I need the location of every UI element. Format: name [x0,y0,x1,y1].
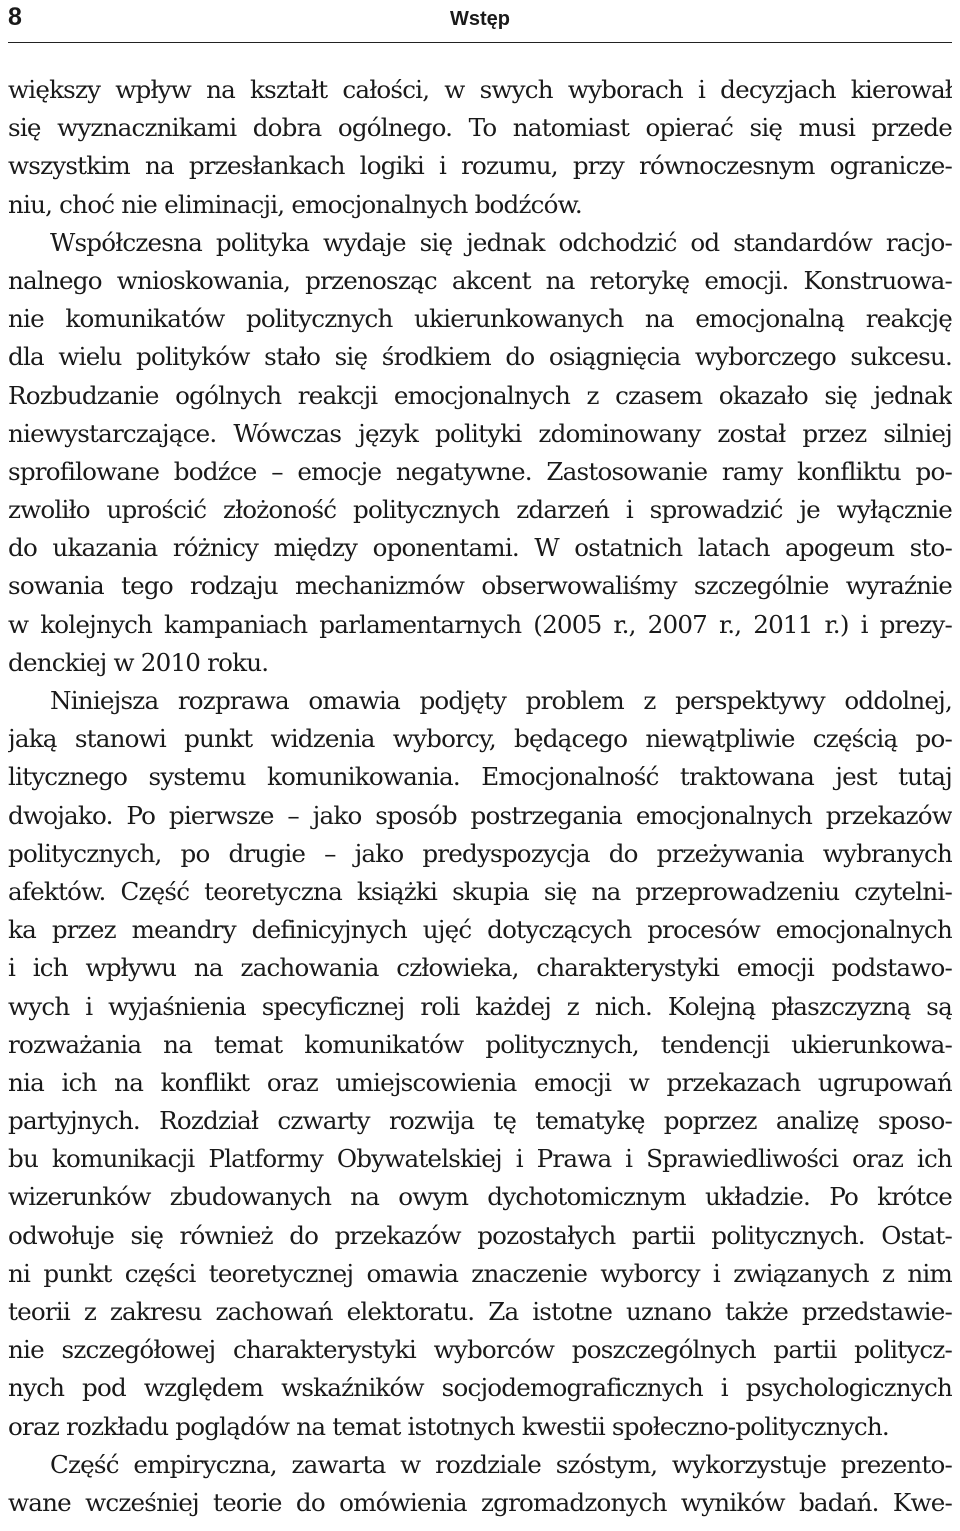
text-line: się wyznacznikami dobra ogólnego. To natomiast opierać się musi przede [8,113,952,143]
text-line: odwołuje się również do przekazów pozostałych partii politycznych. Ostat- [8,1220,952,1250]
text-line: nia ich na konflikt oraz umiejscowienia emocji w przekazach ugrupowań [8,1067,952,1097]
text-line: nalnego wnioskowania, przenosząc akcent na retorykę emocji. Konstruowa- [8,265,952,295]
paragraph-start-line: Część empiryczna, zawarta w rozdziale szóstym, wykorzystuje prezento- [50,1449,952,1479]
text-line: teorii z zakresu zachowań elektoratu. Za istotne uznano także przedstawie- [8,1297,952,1326]
text-line: zwoliło uprościć złożoność politycznych zdarzeń i sprowadzić je wyłącznie [8,495,952,525]
text-line: niu, choć nie eliminacji, emocjonalnych bodźców. [8,189,582,219]
text-line: dwojako. Po pierwsze – jako sposób postrzegania emocjonalnych przekazów [8,800,952,830]
page-header [8,0,952,43]
running-head: Wstęp [450,8,510,30]
paragraph-start-line: Niniejsza rozprawa omawia podjęty problem z perspektywy oddolnej, [50,686,952,715]
text-line: rozważania na temat komunikatów politycznych, tendencji ukierunkowa- [8,1029,952,1059]
text-line: wszystkim na przesłankach logiki i rozumu, przy równoczesnym ogranicze- [8,151,952,181]
text-line: oraz rozkładu poglądów na temat istotnych kwestii społeczno-politycznych. [8,1411,889,1441]
text-line: partyjnych. Rozdział czwarty rozwija tę tematykę poprzez analizę sposo- [8,1106,952,1136]
text-line: denckiej w 2010 roku. [8,647,269,677]
text-line: litycznego systemu komunikowania. Emocjonalność traktowana jest tutaj [8,762,952,792]
text-line: wych i wyjaśnienia specyficznej roli każdej z nich. Kolejną płaszczyzną są [8,991,952,1021]
text-line: jaką stanowi punkt widzenia wyborcy, będącego niewątpliwie częścią po- [8,724,952,754]
text-line: nie komunikatów politycznych ukierunkowanych na emocjonalną reakcję [8,304,952,334]
text-line: większy wpływ na kształt całości, w swych wyborach i decyzjach kierował [8,75,952,104]
body-text [8,71,952,1522]
text-line: i ich wpływu na zachowania człowieka, charakterystyki emocji podstawo- [8,953,952,983]
page-number: 8 [8,3,22,31]
text-line: w kolejnych kampaniach parlamentarnych (2005 r., 2007 r., 2011 r.) i prezy- [8,609,952,639]
text-line: politycznych, po drugie – jako predyspozycja do przeżywania wybranych [8,838,952,868]
text-line: ka przez meandry definicyjnych ujęć dotyczących procesów emocjonalnych [8,915,952,945]
text-line: do ukazania różnicy między oponentami. W ostatnich latach apogeum sto- [8,533,952,563]
paragraph-start-line: Współczesna polityka wydaje się jednak odchodzić od standardów racjo- [50,227,952,257]
text-line: wane wcześniej teorie do omówienia zgromadzonych wyników badań. Kwe- [8,1487,952,1517]
text-line: sprofilowane bodźce – emocje negatywne. Zastosowanie ramy konfliktu po- [8,456,952,486]
text-line: Rozbudzanie ogólnych reakcji emocjonalnych z czasem okazało się jednak [8,380,952,410]
text-line: dla wielu polityków stało się środkiem do osiągnięcia wyborczego sukcesu. [8,342,952,372]
text-line: nie szczegółowej charakterystyki wyborców poszczególnych partii politycz- [8,1335,952,1365]
text-line: afektów. Część teoretyczna książki skupia się na przeprowadzeniu czytelni- [8,876,952,906]
text-line: ni punkt części teoretycznej omawia znaczenie wyborcy i związanych z nim [8,1258,952,1288]
text-line: bu komunikacji Platformy Obywatelskiej i Prawa i Sprawiedliwości oraz ich [8,1144,952,1174]
text-line: wizerunków zbudowanych na owym dychotomicznym układzie. Po krótce [8,1182,952,1212]
text-line: sowania tego rodzaju mechanizmów obserwowaliśmy szczególnie wyraźnie [8,571,952,601]
text-line: niewystarczające. Wówczas język polityki zdominowany został przez silniej [8,418,952,448]
text-line: nych pod względem wskaźników socjodemograficznych i psychologicznych [8,1373,952,1403]
